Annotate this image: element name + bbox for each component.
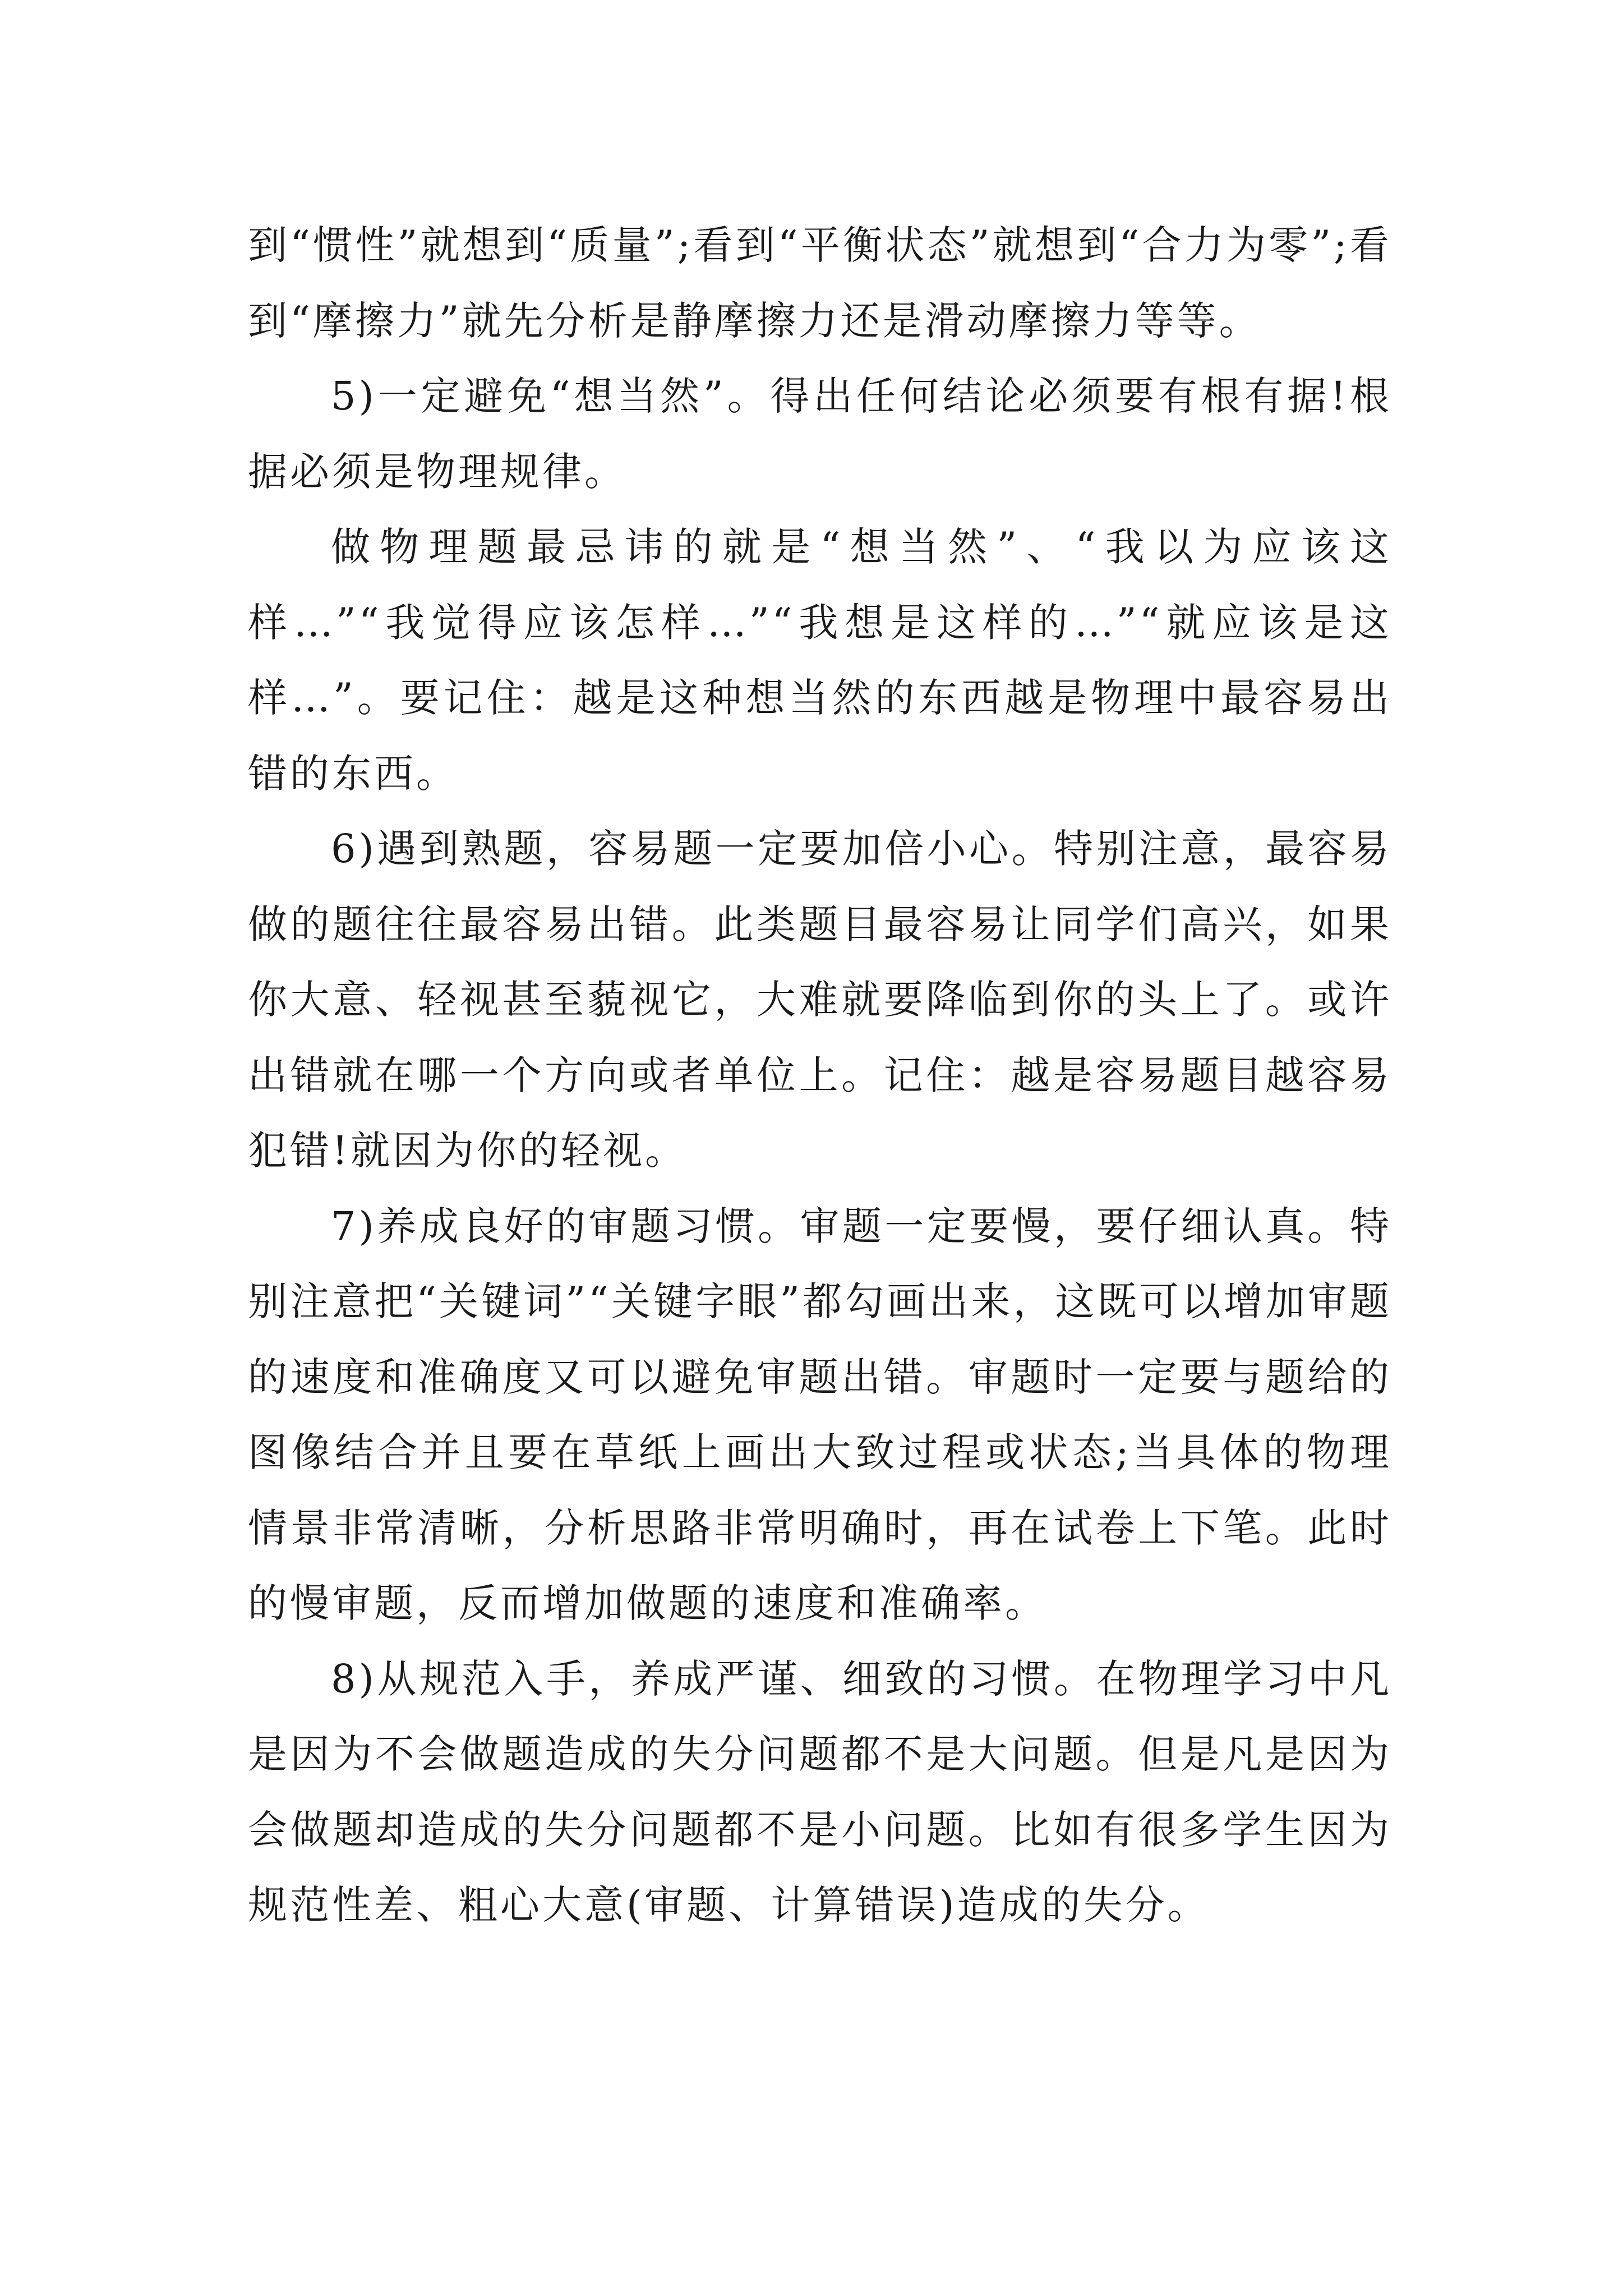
paragraph-avoid-assumptions: 做物理题最忌讳的就是“想当然”、“我以为应该这样…”“我觉得应该怎样…”“我想是这样的…”“就应该是这样…”。要记住：越是这种想当然的东西越是物理中最容易出错的东西。 (248, 524, 1392, 797)
paragraph-item-5: 5)一定避免“想当然”。得出任何结论必须要有根有据!根据必须是物理规律。 (248, 373, 1392, 495)
paragraph-item-6: 6)遇到熟题，容易题一定要加倍小心。特别注意，最容易做的题往往最容易出错。此类题目最容易让同学们高兴，如果你大意、轻视甚至藐视它，大难就要降临到你的头上了。或许出错就在哪一个方向或者单位上。记住：越是容易题目越容易犯错!就因为你的轻视。 (248, 826, 1392, 1174)
paragraph-item-7: 7)养成良好的审题习惯。审题一定要慢，要仔细认真。特别注意把“关键词”“关键字眼”都勾画出来，这既可以增加审题的速度和准确度又可以避免审题出错。审题时一定要与题给的图像结合并且要在草纸上画出大致过程或状态;当具体的物理情景非常清晰，分析思路非常明确时，再在试卷上下笔。此时的慢审题，反而增加做题的速度和准确率。 (248, 1203, 1392, 1626)
paragraph-inertia-examples: 到“惯性”就想到“质量”;看到“平衡状态”就想到“合力为零”;看到“摩擦力”就先分析是静摩擦力还是滑动摩擦力等等。 (248, 222, 1392, 344)
document-body (248, 208, 1392, 1943)
paragraph-item-8: 8)从规范入手，养成严谨、细致的习惯。在物理学习中凡是因为不会做题造成的失分问题都不是大问题。但是凡是因为会做题却造成的失分问题都不是小问题。比如有很多学生因为规范性差、粗心大意(审题、计算错误)造成的失分。 (248, 1655, 1392, 1928)
